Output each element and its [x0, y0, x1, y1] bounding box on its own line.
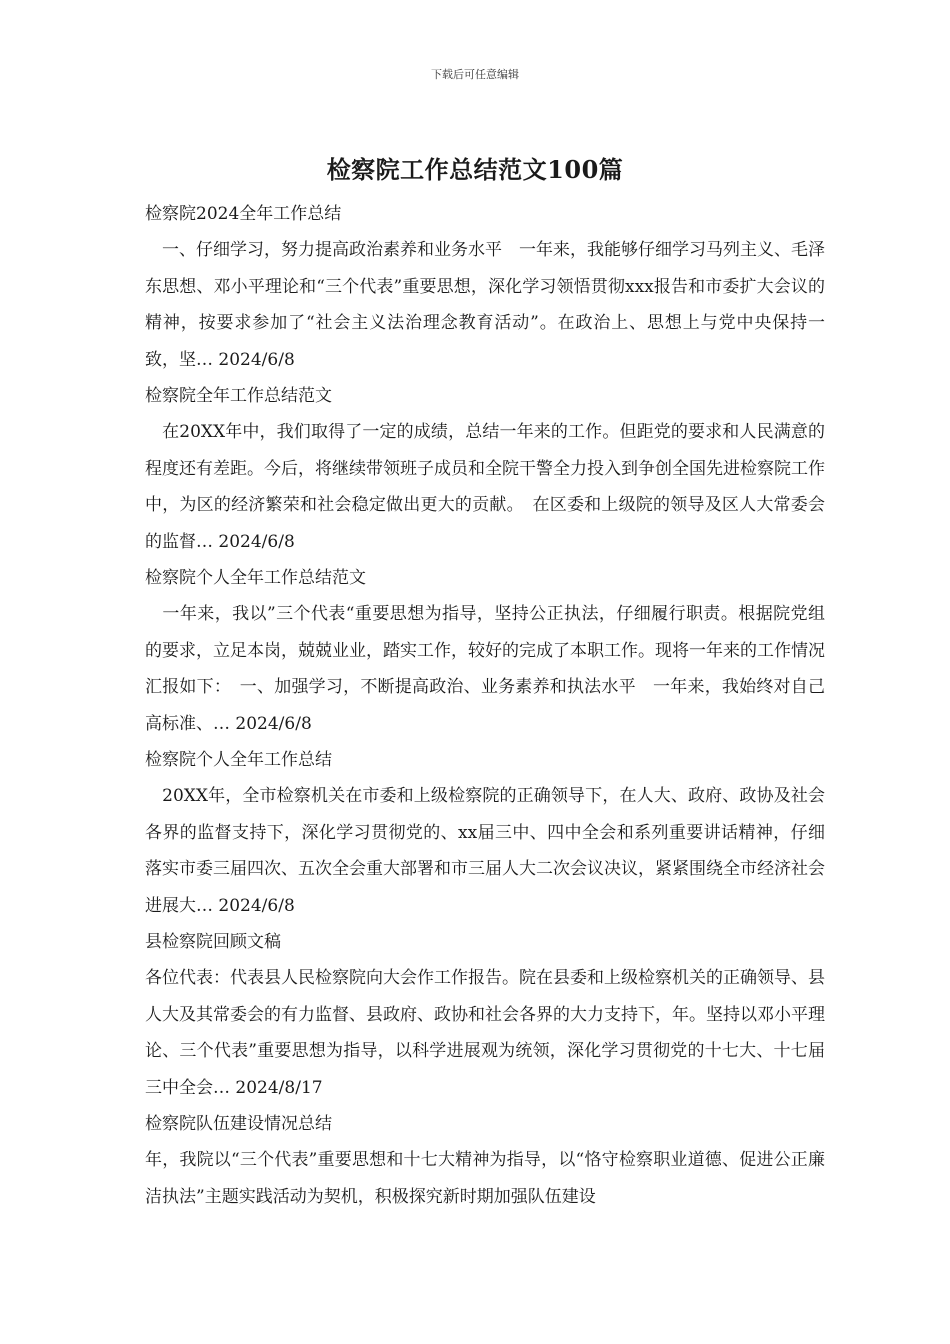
- entry-title: 检察院全年工作总结范文: [145, 386, 332, 406]
- entry-title: 检察院个人全年工作总结: [145, 750, 332, 770]
- entry-date: 2024/6/8: [218, 895, 295, 916]
- entry-body: [145, 596, 825, 742]
- entry: [145, 196, 825, 378]
- entry-title: 检察院个人全年工作总结范文: [145, 568, 366, 588]
- document-content: [145, 196, 825, 1215]
- entry-body: [145, 960, 825, 1106]
- entry-date: 2024/6/8: [218, 531, 295, 552]
- entry-body: [145, 232, 825, 378]
- entry-summary: 一、仔细学习，努力提高政治素养和业务水平 一年来，我能够仔细学习马列主义、毛泽东思想、邓小平理论和“三个代表”重要思想，深化学习领悟贯彻xxx报告和市委扩大会议的精神，按要求参加了“社会主义法治理念教育活动”。在政治上、思想上与党中央保持一致，坚…: [145, 240, 825, 370]
- entry-summary: 一年来，我以”三个代表“重要思想为指导，坚持公正执法，仔细履行职责。根据院党组的要求，立足本岗，兢兢业业，踏实工作，较好的完成了本职工作。现将一年来的工作情况汇报如下： 一、加强学习，不断提高政治、业务素养和执法水平 一年来，我始终对自己高标准、…: [145, 604, 825, 734]
- entry: [145, 1106, 825, 1215]
- document-title: 检察院工作总结范文100篇: [326, 155, 624, 184]
- entry-summary: 20XX年，全市检察机关在市委和上级检察院的正确领导下，在人大、政府、政协及社会各界的监督支持下，深化学习贯彻党的、xx届三中、四中全会和系列重要讲话精神，仔细落实市委三届四次、五次全会重大部署和市三届人大二次会议决议，紧紧围绕全市经济社会进展大…: [145, 786, 825, 916]
- entry: [145, 742, 825, 924]
- entry-date: 2024/8/17: [235, 1077, 323, 1098]
- entry: [145, 378, 825, 560]
- entry-title: 县检察院回顾文稿: [145, 932, 281, 952]
- entry: [145, 560, 825, 742]
- entry: [145, 924, 825, 1106]
- header-note: 下载后可任意编辑: [431, 68, 519, 81]
- entry-body: [145, 1142, 825, 1215]
- entry-date: 2024/6/8: [235, 713, 312, 734]
- entry-summary: 年，我院以“三个代表”重要思想和十七大精神为指导，以“恪守检察职业道德、促进公正廉洁执法”主题实践活动为契机，积极探究新时期加强队伍建设: [145, 1150, 825, 1207]
- entry-title: 检察院2024全年工作总结: [145, 204, 342, 224]
- entry-title: 检察院队伍建设情况总结: [145, 1114, 332, 1134]
- entry-summary: 在20XX年中，我们取得了一定的成绩，总结一年来的工作。但距党的要求和人民满意的程度还有差距。今后，将继续带领班子成员和全院干警全力投入到争创全国先进检察院工作中，为区的经济繁荣和社会稳定做出更大的贡献。 在区委和上级院的领导及区人大常委会的监督…: [145, 422, 825, 552]
- entry-body: [145, 778, 825, 924]
- entry-summary: 各位代表：代表县人民检察院向大会作工作报告。院在县委和上级检察机关的正确领导、县人大及其常委会的有力监督、县政府、政协和社会各界的大力支持下，年。坚持以邓小平理论、三个代表”重要思想为指导，以科学进展观为统领，深化学习贯彻党的十七大、十七届三中全会…: [145, 968, 825, 1098]
- entry-date: 2024/6/8: [218, 349, 295, 370]
- entry-body: [145, 414, 825, 560]
